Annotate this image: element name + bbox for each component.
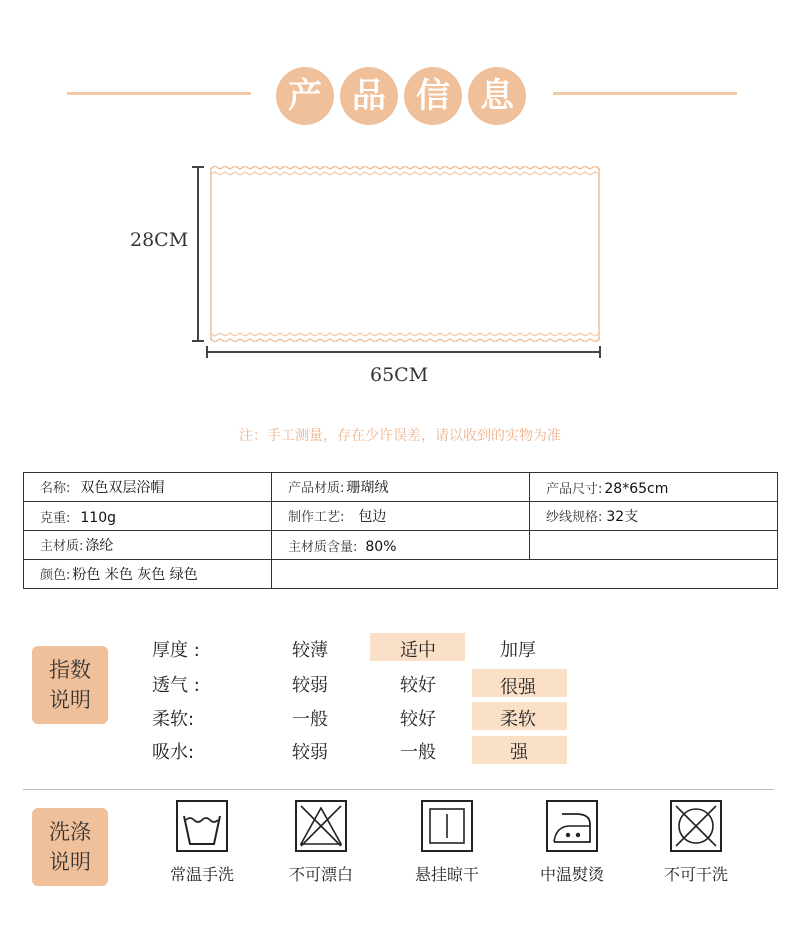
header-line-left — [67, 92, 251, 95]
iron-medium-label: 中温熨烫 — [539, 865, 604, 884]
index-badge-line1: 指数 — [49, 658, 91, 682]
yarn-value: 32支 — [606, 509, 639, 525]
towel-zigzag-top-inner — [210, 172, 600, 175]
thickness-label: 厚度 : — [152, 640, 200, 661]
towel-zigzag-bottom — [210, 339, 600, 342]
hand-wash-icon — [176, 800, 228, 852]
title-char-1: 产 — [276, 67, 334, 125]
table-row — [24, 473, 778, 502]
spec-cell — [272, 502, 530, 531]
spec-cell — [272, 560, 778, 589]
absorb-option-3: 强 — [510, 742, 528, 763]
absorb-option-2: 一般 — [400, 742, 436, 763]
size-value: 28*65cm — [604, 480, 669, 497]
no-bleach-label: 不可漂白 — [288, 865, 353, 884]
spec-cell — [24, 502, 272, 531]
material-label: 产品材质: — [288, 481, 345, 496]
no-dry-clean-label: 不可干洗 — [663, 865, 728, 884]
measurement-note: 注：手工测量，存在少许误差，请以收到的实物为准 — [239, 428, 561, 444]
soft-label: 柔软: — [152, 709, 195, 730]
color-label: 颜色: — [40, 568, 71, 583]
weight-value: 110g — [80, 509, 116, 526]
hang-dry-icon — [421, 800, 473, 852]
spec-cell — [530, 473, 778, 502]
breath-option-3: 很强 — [500, 677, 536, 698]
wash-badge-line2: 说明 — [49, 850, 91, 874]
spec-cell — [24, 560, 272, 589]
main-material-label: 主材质: — [40, 539, 84, 554]
breath-option-1: 较弱 — [292, 675, 328, 696]
craft-label: 制作工艺: — [288, 510, 345, 525]
soft-option-1: 一般 — [292, 709, 328, 730]
size-label: 产品尺寸: — [546, 481, 603, 497]
breath-label: 透气 : — [152, 675, 200, 696]
width-dimension-cap-left — [206, 346, 208, 358]
towel-zigzag-top — [210, 166, 600, 169]
color-value: 粉色 米色 灰色 绿色 — [72, 567, 198, 583]
hang-dry-label: 悬挂晾干 — [414, 865, 479, 884]
width-label: 65CM — [370, 364, 429, 386]
section-divider — [23, 789, 774, 790]
towel-zigzag-bottom-inner — [210, 333, 600, 336]
thickness-option-3: 加厚 — [500, 640, 536, 661]
main-material-value: 涤纶 — [85, 538, 114, 554]
content-value: 80% — [365, 538, 397, 555]
breath-option-2: 较好 — [400, 675, 436, 696]
name-value: 双色双层浴帽 — [80, 480, 165, 496]
table-row — [24, 560, 778, 589]
spec-cell — [272, 473, 530, 502]
height-dimension-cap-bottom — [192, 340, 204, 342]
spec-cell — [24, 531, 272, 560]
spec-cell — [24, 473, 272, 502]
height-label: 28CM — [130, 229, 189, 251]
thickness-option-2: 适中 — [400, 640, 436, 661]
no-bleach-icon — [295, 800, 347, 852]
content-label: 主材质含量: — [288, 539, 358, 555]
material-value: 珊瑚绒 — [346, 480, 389, 496]
soft-option-3: 柔软 — [500, 709, 536, 730]
header-line-right — [553, 92, 737, 95]
absorb-label: 吸水: — [152, 742, 195, 763]
height-dimension-line — [197, 166, 199, 342]
weight-label: 克重: — [40, 510, 71, 526]
title-char-2: 品 — [340, 67, 398, 125]
name-label: 名称: — [40, 481, 71, 496]
no-dry-clean-icon — [670, 800, 722, 852]
table-row — [24, 502, 778, 531]
hand-wash-label: 常温手洗 — [169, 865, 234, 884]
spec-cell — [530, 502, 778, 531]
iron-medium-icon — [546, 800, 598, 852]
title-char-4: 息 — [468, 67, 526, 125]
wash-badge — [32, 808, 108, 886]
index-badge-line2: 说明 — [49, 688, 91, 712]
width-dimension-cap-right — [599, 346, 601, 358]
towel-diagram — [210, 166, 600, 342]
index-badge — [32, 646, 108, 724]
spec-cell — [272, 531, 530, 560]
spec-cell — [530, 531, 778, 560]
soft-option-2: 较好 — [400, 709, 436, 730]
height-dimension-cap-top — [192, 166, 204, 168]
width-dimension-line — [207, 351, 600, 353]
thickness-option-1: 较薄 — [292, 640, 328, 661]
title-char-3: 信 — [404, 67, 462, 125]
yarn-label: 纱线规格: — [546, 510, 603, 525]
spec-table — [23, 472, 778, 589]
table-row — [24, 531, 778, 560]
craft-value: 包边 — [358, 509, 387, 525]
wash-badge-line1: 洗涤 — [49, 820, 91, 844]
absorb-option-1: 较弱 — [292, 742, 328, 763]
